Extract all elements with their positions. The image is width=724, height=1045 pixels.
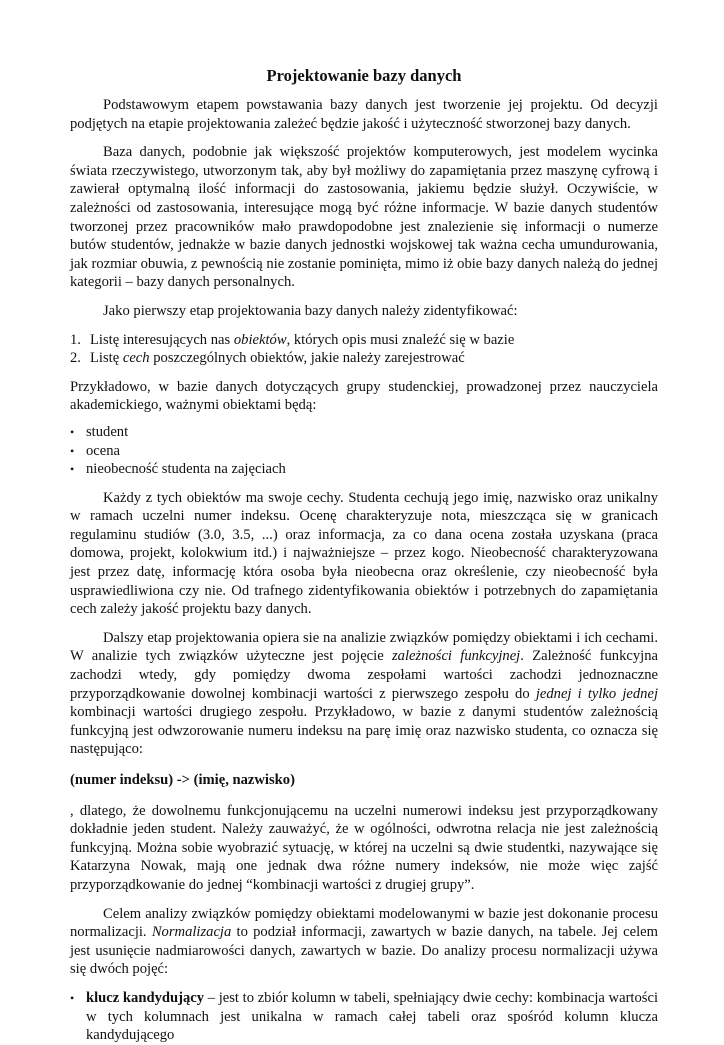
paragraph-model: Baza danych, podobnie jak większość projektów komputerowych, jest modelem wycinka świata rzeczywistego, utworzonym tak, aby był możliwy do zapamiętania przez maszynę cyfrową i zawierał optymalną ilość informacji do zastosowania, jakiemu będzie służył. Oczywiście, w zależności od zastosowania, interesujące mogą być różne informacje. W bazie danych studentów tworzonej przez pracowników mało prawdopodobne jest znalezienie się informacji o numerze butów studentów, jednakże w bazie danych jednostki wojskowej tak ważna cecha umundurowania, jak rozmiar obuwia, z pewnością nie zostanie pominięta, mimo iż obie bazy danych należą do jednej kategorii – bazy danych personalnych. [70,144,658,291]
list-item: 2. Listę cech poszczególnych obiektów, jakie należy zarejestrować [70,350,465,367]
paragraph-normalization: Celem analizy związków pomiędzy obiektami modelowanymi w bazie jest dokonanie procesu normalizacji. Normalizacja to podział informacji, zawartych w bazie danych, na tabele. Jej celem jest usunięcie nadmiarowości danych, zawartych w bazie. Do analizy procesu normalizacji używa się dwóch pojęć: [70,905,658,978]
identification-list [70,331,658,368]
bullet-item: • nieobecność studenta na zajęciach [70,461,286,478]
objects-bullet-list [70,423,658,479]
paragraph-features: Każdy z tych obiektów ma swoje cechy. Studenta cechują jego imię, nazwisko oraz unikalny w ramach uczelni numer indeksu. Ocenę charakteryzuje nota, mieszcząca się w granicach regulaminu studiów (3.0, 3.5, ...) oraz informacja, za co dana ocena została uzyskana (praca domowa, projekt, kolokwium itd.) i najważniejsze – przez kogo. Nieobecność charakteryzowana jest przez datę, informację która osoba była nieobecna oraz określenie, czy nieobecność była usprawiedliwiona czy nie. Od trafnego zidentyfikowania obiektów i potrzebnych do zapamiętania cech zależy jakość projektu bazy danych. [70,489,658,618]
bullet-icon: • [70,462,75,477]
document-title: Projektowanie bazy danych [266,66,462,85]
bullet-item: • ocena [70,442,121,459]
paragraph-dependency: Dalszy etap projektowania opiera sie na analizie związków pomiędzy obiektami i ich cechami. W analizie tych związków użyteczne jest pojęcie zależności funkcyjnej. Zależność funkcyjna zachodzi wtedy, gdy pomiędzy dwoma zespołami wartości zachodzi jednoznaczne przyporządkowanie dowolnej kombinacji wartości z pierwszego zespołu do jednej i tylko jednej kombinacji wartości drugiego zespołu. Przykładowo, w bazie z danymi studentów zależnością funkcyjną jest odwzorowanie numeru indeksu na parę imię oraz nazwisko studenta, co oznacza się następująco: [70,629,658,758]
bullet-icon: • [70,424,75,439]
paragraph-intro: Podstawowym etapem powstawania bazy danych jest tworzenie jej projektu. Od decyzji podjętych na etapie projektowania zależeć będzie jakość i użyteczność stworzonej bazy danych. [70,97,658,132]
dependency-formula: (numer indeksu) -> (imię, nazwisko) [70,772,295,788]
list-item: 1. Listę interesujących nas obiektów, których opis musi znaleźć się w bazie [70,331,515,348]
bullet-item: • student [70,423,129,440]
paragraph-example: Przykładowo, w bazie danych dotyczących grupy studenckiej, prowadzonej przez nauczyciela akademickiego, ważnymi obiektami będą: [70,378,658,414]
paragraph-explanation: , dlatego, że dowolnemu funkcjonującemu na uczelni numerowi indeksu jest przyporządkowany dokładnie jeden student. Należy zauważyć, że w ogólności, odwrotna relacja nie jest zależnością funkcyjną. Można sobie wyobrazić sytuację, w której na uczelni są dwie studentki, nazywające się Katarzyna Nowak, mają one jednak dwa różne numery indeksów, nie może więc zajść przyporządkowanie do jednej “kombinacji wartości z drugiej grupy”. [70,802,658,893]
bullet-icon: • [70,443,75,458]
bullet-item: • klucz kandydujący – jest to zbiór kolumn w tabeli, spełniający dwie cechy: kombinacja wartości w tych kolumnach jest unikalna w ramach całej tabeli oraz spośród kolumn klucza kandydującego [70,989,658,1044]
concepts-bullet-list [70,989,658,1045]
paragraph-first-stage: Jako pierwszy etap projektowania bazy danych należy zidentyfikować: [103,302,518,319]
bullet-icon: • [70,990,75,1005]
